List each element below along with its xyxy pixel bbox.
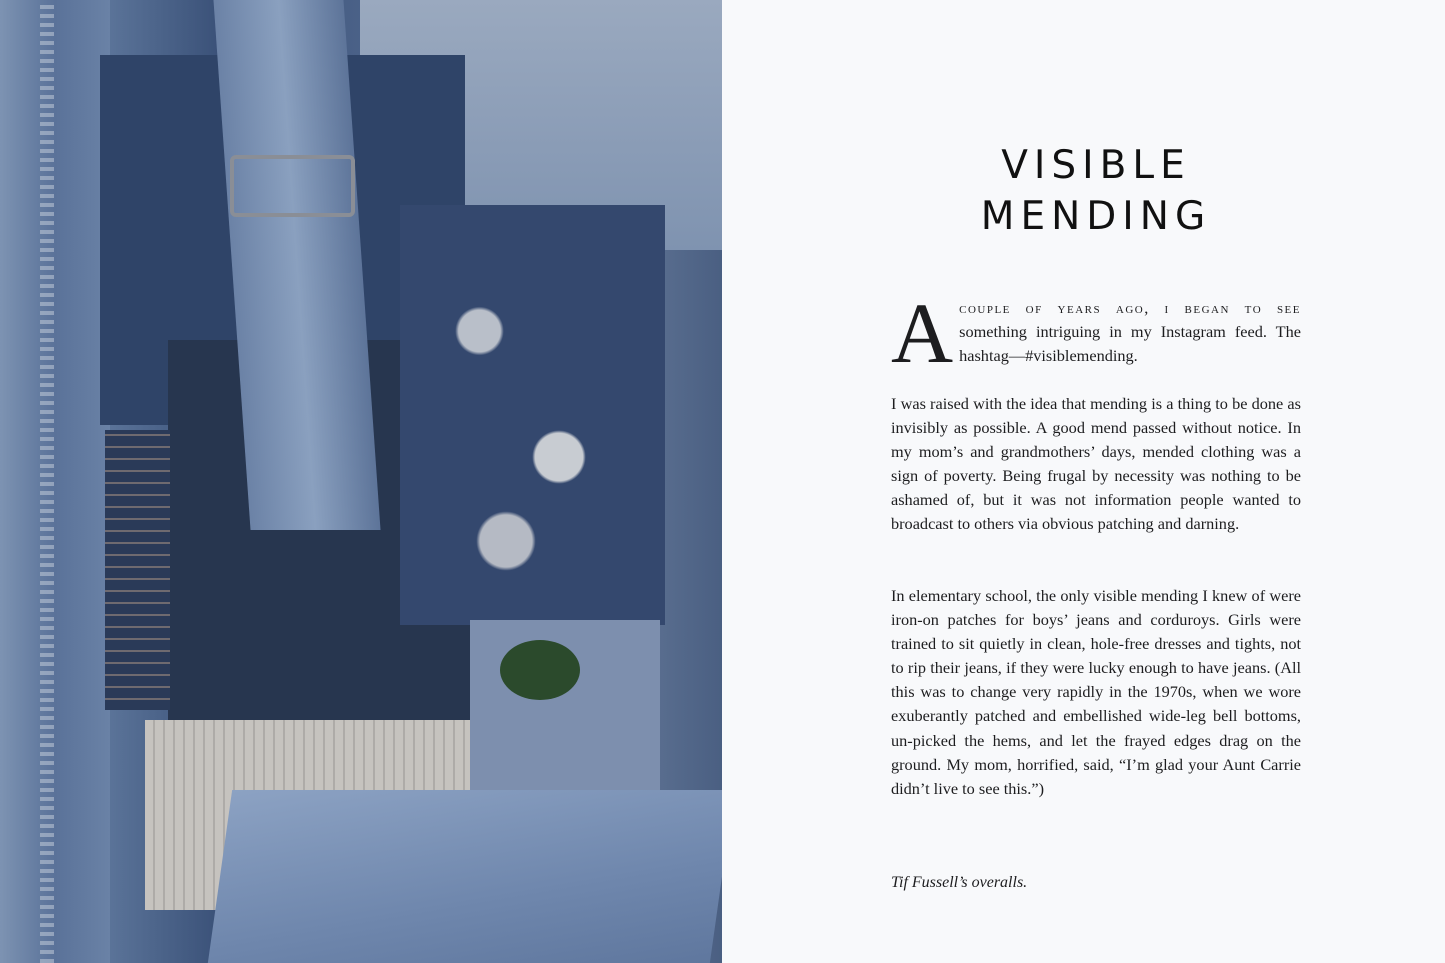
drop-cap: A (891, 285, 954, 381)
photo-caption: Tif Fussell’s overalls. (891, 874, 1028, 891)
body-paragraph-1: I was raised with the idea that mending is a thing to be done as invisibly as possible. A good mend passed without notice. In my mom’s and grandmothers’ days, mended clothing was a sign of poverty. Being frugal by necessity was nothing to be ashamed of, but it was not information people wanted to broadcast to others via obvious patching and darning. (891, 394, 1301, 534)
overalls-photo (0, 0, 722, 963)
title-line-2: MENDING (980, 194, 1212, 239)
body-paragraph-2: In elementary school, the only visible mending I knew of were iron-on patches for boys’ jeans and corduroys. Girls were trained to sit quietly in clean, hole-free dresses and tights, not to rip their jeans, if they were lucky enough to have jeans. (All this was to change very rapidly in the 1970s, when we wore exuberantly patched and embellished wide-leg bell bottoms, un-picked the hems, and let the frayed edges drag on the ground. My mom, horrified, said, “I’m glad your Aunt Carrie didn’t live to see this.”) (891, 586, 1301, 798)
intro-small-caps: couple of years ago, i began to see (959, 298, 1301, 317)
intro-paragraph (891, 285, 1301, 381)
title-line-1: VISIBLE (1001, 143, 1191, 188)
chapter-title (891, 140, 1301, 242)
intro-text: something intriguing in my Instagram feed. The hashtag—#visiblemending. (959, 322, 1301, 366)
